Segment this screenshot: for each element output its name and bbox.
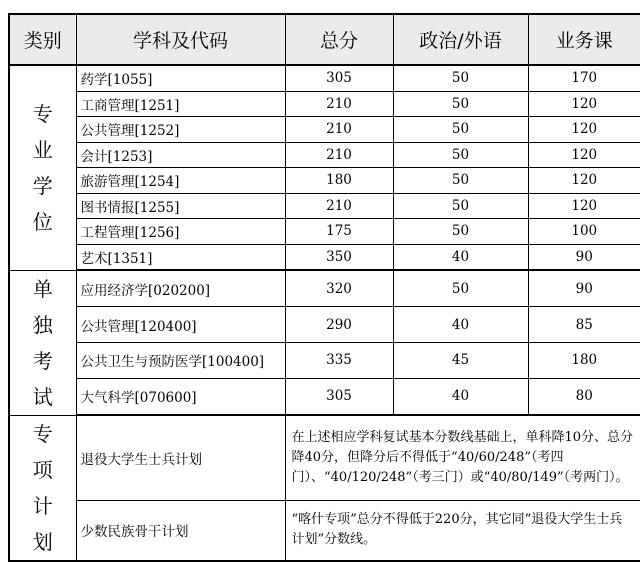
category-char: 划 (32, 529, 53, 554)
total-score: 305 (285, 378, 393, 415)
subject-name: 公共管理[1252] (76, 117, 285, 143)
major-score: 120 (528, 142, 640, 168)
table-row (9, 91, 640, 117)
subject-name: 工商管理[1251] (76, 91, 285, 117)
category-char: 单 (32, 276, 53, 301)
subject-name: 旅游管理[1254] (76, 168, 285, 194)
table-row (9, 378, 640, 415)
major-score: 100 (528, 219, 640, 245)
total-score: 290 (285, 307, 393, 343)
total-score: 210 (285, 91, 393, 117)
category-char: 学 (32, 173, 53, 198)
major-score: 120 (528, 193, 640, 219)
politics-score: 50 (393, 219, 528, 245)
total-score: 175 (285, 219, 393, 245)
subject-name: 艺术[1351] (76, 244, 285, 270)
politics-score: 40 (393, 244, 528, 270)
major-score: 120 (528, 117, 640, 143)
plan-note: “喀什专项”总分不得低于220分，其它同“退役大学生士兵计划”分数线。 (285, 501, 640, 561)
politics-score: 40 (393, 307, 528, 343)
major-score: 180 (528, 342, 640, 378)
table-row (9, 244, 640, 270)
category-char: 计 (32, 493, 53, 518)
category-char: 独 (32, 312, 53, 337)
subject-name: 会计[1253] (76, 142, 285, 168)
subject-name: 药学[1055] (76, 65, 285, 91)
header-major-course: 业务课 (528, 14, 640, 65)
category-professional-degree (9, 65, 76, 270)
table-row (9, 65, 640, 91)
total-score: 210 (285, 117, 393, 143)
politics-score: 50 (393, 65, 528, 91)
table-row (9, 117, 640, 143)
table-row (9, 307, 640, 343)
score-table (8, 13, 640, 562)
major-score: 170 (528, 65, 640, 91)
major-score: 120 (528, 91, 640, 117)
politics-score: 50 (393, 91, 528, 117)
category-char: 项 (32, 457, 53, 482)
table-row (9, 415, 640, 501)
politics-score: 50 (393, 193, 528, 219)
subject-name: 应用经济学[020200] (76, 270, 285, 307)
total-score: 210 (285, 193, 393, 219)
header-politics-language: 政治/外语 (393, 14, 528, 65)
subject-name: 大气科学[070600] (76, 378, 285, 415)
major-score: 90 (528, 244, 640, 270)
subject-name: 退役大学生士兵计划 (76, 415, 285, 501)
politics-score: 50 (393, 168, 528, 194)
header-row (9, 14, 640, 65)
category-independent-exam (9, 270, 76, 415)
category-special-plan (9, 415, 76, 561)
category-char: 位 (32, 209, 53, 234)
subject-name: 公共卫生与预防医学[100400] (76, 342, 285, 378)
total-score: 210 (285, 142, 393, 168)
politics-score: 40 (393, 378, 528, 415)
major-score: 80 (528, 378, 640, 415)
politics-score: 50 (393, 142, 528, 168)
category-char: 试 (32, 384, 53, 409)
plan-note: 在上述相应学科复试基本分数线基础上，单科降10分、总分降40分，但降分后不得低于“40/60/248”（考四门）、“40/120/248”（考三门）或“40/80/149”（考两门）。 (285, 415, 640, 501)
politics-score: 50 (393, 270, 528, 307)
total-score: 335 (285, 342, 393, 378)
total-score: 350 (285, 244, 393, 270)
table-row (9, 219, 640, 245)
total-score: 180 (285, 168, 393, 194)
total-score: 320 (285, 270, 393, 307)
subject-name: 公共管理[120400] (76, 307, 285, 343)
subject-name: 图书情报[1255] (76, 193, 285, 219)
subject-name: 少数民族骨干计划 (76, 501, 285, 561)
major-score: 90 (528, 270, 640, 307)
category-char: 考 (32, 348, 53, 373)
table-row (9, 142, 640, 168)
category-char: 业 (32, 137, 53, 162)
category-char: 专 (32, 101, 53, 126)
subject-name: 工程管理[1256] (76, 219, 285, 245)
header-subject: 学科及代码 (76, 14, 285, 65)
politics-score: 50 (393, 117, 528, 143)
header-category: 类别 (9, 14, 76, 65)
table-row (9, 270, 640, 307)
major-score: 120 (528, 168, 640, 194)
major-score: 85 (528, 307, 640, 343)
politics-score: 45 (393, 342, 528, 378)
header-total: 总分 (285, 14, 393, 65)
category-char: 专 (32, 421, 53, 446)
table-row (9, 168, 640, 194)
table-row (9, 501, 640, 561)
total-score: 305 (285, 65, 393, 91)
table-row (9, 342, 640, 378)
table-row (9, 193, 640, 219)
